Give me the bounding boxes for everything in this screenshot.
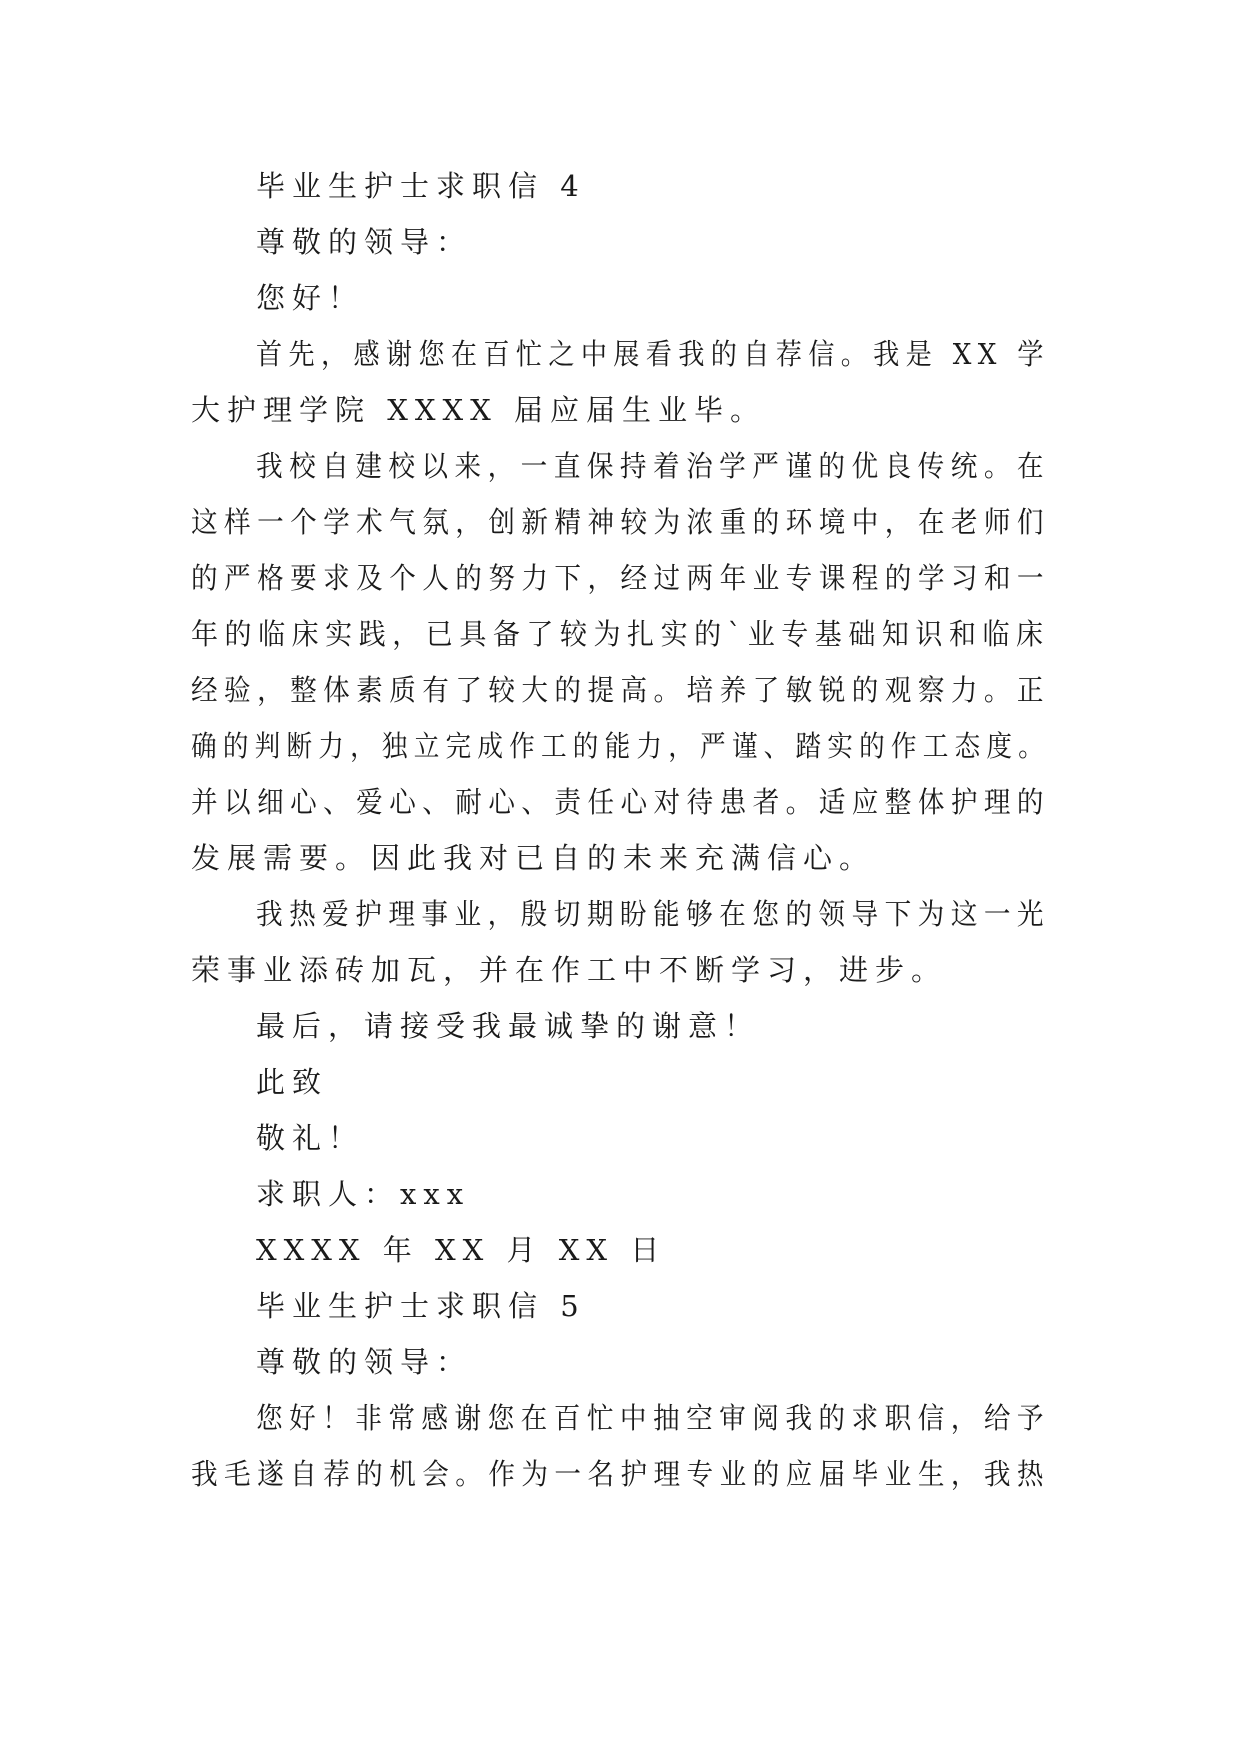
body-line: 这样一个学术气氛，创新精神较为浓重的环境中，在老师们: [191, 505, 1050, 539]
body-line: 经验，整体素质有了较大的提高。培养了敏锐的观察力。正: [191, 673, 1050, 707]
body-line: 我校自建校以来，一直保持着治学严谨的优良传统。在: [256, 449, 1051, 483]
body-line: 首先，感谢您在百忙之中展看我的自荐信。我是 XX 学: [256, 337, 1050, 371]
closing-cizhi: 此致: [256, 1065, 329, 1099]
body-line: 的严格要求及个人的努力下，经过两年业专课程的学习和一: [191, 561, 1050, 595]
body-line: 我热爱护理事业，殷切期盼能够在您的领导下为这一光: [256, 897, 1051, 931]
letter-4-salutation: 尊敬的领导：: [256, 225, 473, 259]
closing-thanks: 最后，请接受我最诚挚的谢意！: [256, 1009, 761, 1043]
letter-5-salutation: 尊敬的领导：: [256, 1345, 473, 1379]
body-line: 发展需要。因此我对已自的未来充满信心。: [191, 841, 876, 875]
body-line: 大护理学院 XXXX 届应届生业毕。: [191, 393, 767, 427]
body-line: 我毛遂自荐的机会。作为一名护理专业的应届毕业生，我热: [191, 1457, 1050, 1491]
body-line: 您好！非常感谢您在百忙中抽空审阅我的求职信，给予: [256, 1401, 1051, 1435]
signature-date: XXXX 年 XX 月 XX 日: [256, 1233, 667, 1267]
letter-4-title: 毕业生护士求职信 4: [256, 169, 586, 203]
body-line: 荣事业添砖加瓦，并在作工中不断学习，进步。: [191, 953, 948, 987]
body-line: 年的临床实践，已具备了较为扎实的`业专基础知识和临床: [191, 617, 1050, 651]
body-line: 并以细心、爱心、耐心、责任心对待患者。适应整体护理的: [191, 785, 1050, 819]
closing-jingli: 敬礼！: [256, 1121, 365, 1155]
letter-4-greeting: 您好！: [256, 281, 365, 315]
letter-5-title: 毕业生护士求职信 5: [256, 1289, 586, 1323]
body-line: 确的判断力，独立完成作工的能力，严谨、踏实的作工态度。: [191, 729, 1050, 763]
signature-applicant: 求职人：xxx: [256, 1177, 471, 1211]
